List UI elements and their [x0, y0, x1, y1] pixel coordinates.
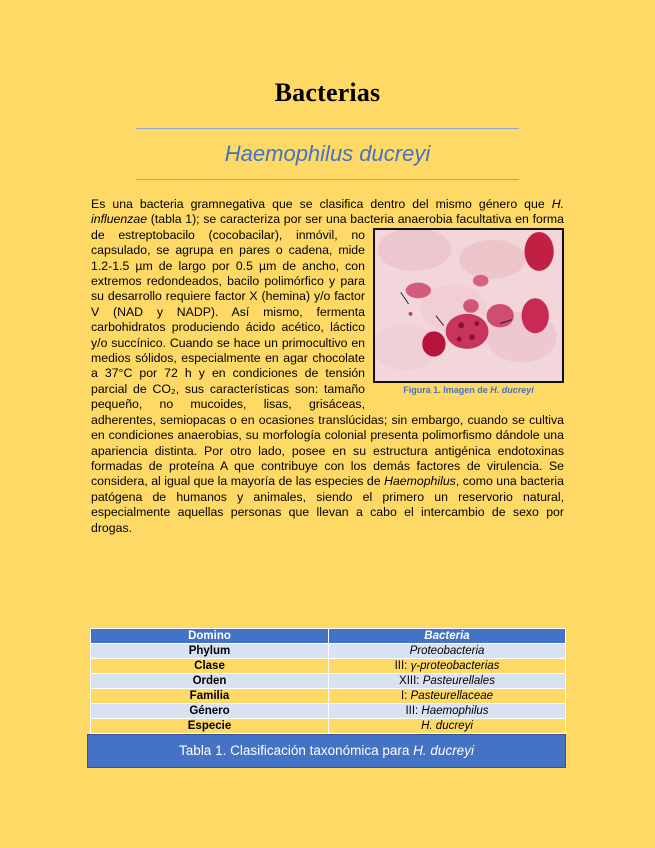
table-row: Orden XIII: Pasteurellales: [91, 674, 566, 689]
table-row: Especie H. ducreyi: [91, 719, 566, 734]
figure-1: [373, 228, 564, 396]
table-caption: Tabla 1. Clasificación taxonómica para H. ducreyi: [87, 734, 566, 768]
header-value: Bacteria: [329, 629, 566, 644]
table-row: Género III: Haemophilus: [91, 704, 566, 719]
page-title: Bacterias: [274, 78, 381, 107]
header-rank: Domino: [91, 629, 329, 644]
table-row: Familia I: Pasteurellaceae: [91, 689, 566, 704]
title-divider-bottom: [136, 179, 519, 180]
taxonomy-table: [90, 628, 566, 734]
description-paragraph: Es una bacteria gramnegativa que se clasifica dentro del mismo género que H. influenzae (tabla 1); se caracteriza por ser una bacteria anaerobia facultativa en Figura 1. Imagen de H. ducreyi forma de estreptobacilo (cocobacilar), inmóvil, no capsulado, se agrupa en pares o cadena, mide 1.2-1.5 µm de largo por 0.5 µm de ancho, con extremos redondeados, bacilo polimórfico y para su desarrollo requiere factor X (hemina) y/o factor V (NAD y NADP). Así mismo, fermenta carbohidratos produciendo ácido acético, láctico y/o succínico. Cuando se hace un primocultivo en medios sólidos, especialmente en agar chocolate a 37°C por 72 h y en condiciones de tensión parcial de CO₂, sus características son: tamaño pequeño, no mucoides, lisas, grisáceas, adherentes, semiopacas o en ocasiones translúcidas; sin embargo, cuando se cultiva en condiciones anaerobias, su morfología colonial presenta polimorfismo dándole una apariencia distinta. Por otro lado, posee en su estructura antigénica endotoxinas formadas de proteína A que contribuye con los demás factores de virulencia. Se considera, al igual que la mayoría de las especies de Haemophilus, como una bacteria patógena de humanos y animales, siendo el primero un reservorio natural, especialmente aquellas personas que llevan a cabo el intercambio de sexo por drogas.: [91, 197, 564, 535]
species-subtitle: Haemophilus ducreyi: [224, 141, 431, 166]
table-row: Clase III: γ-proteobacterias: [91, 659, 566, 674]
figure-caption: Figura 1. Imagen de H. ducreyi: [403, 384, 534, 395]
table-header-row: [91, 629, 566, 644]
taxonomy-table-container: [87, 628, 566, 768]
micrograph-image: [373, 228, 564, 383]
table-row: Phylum Proteobacteria: [91, 644, 566, 659]
title-divider-top: [136, 128, 519, 129]
